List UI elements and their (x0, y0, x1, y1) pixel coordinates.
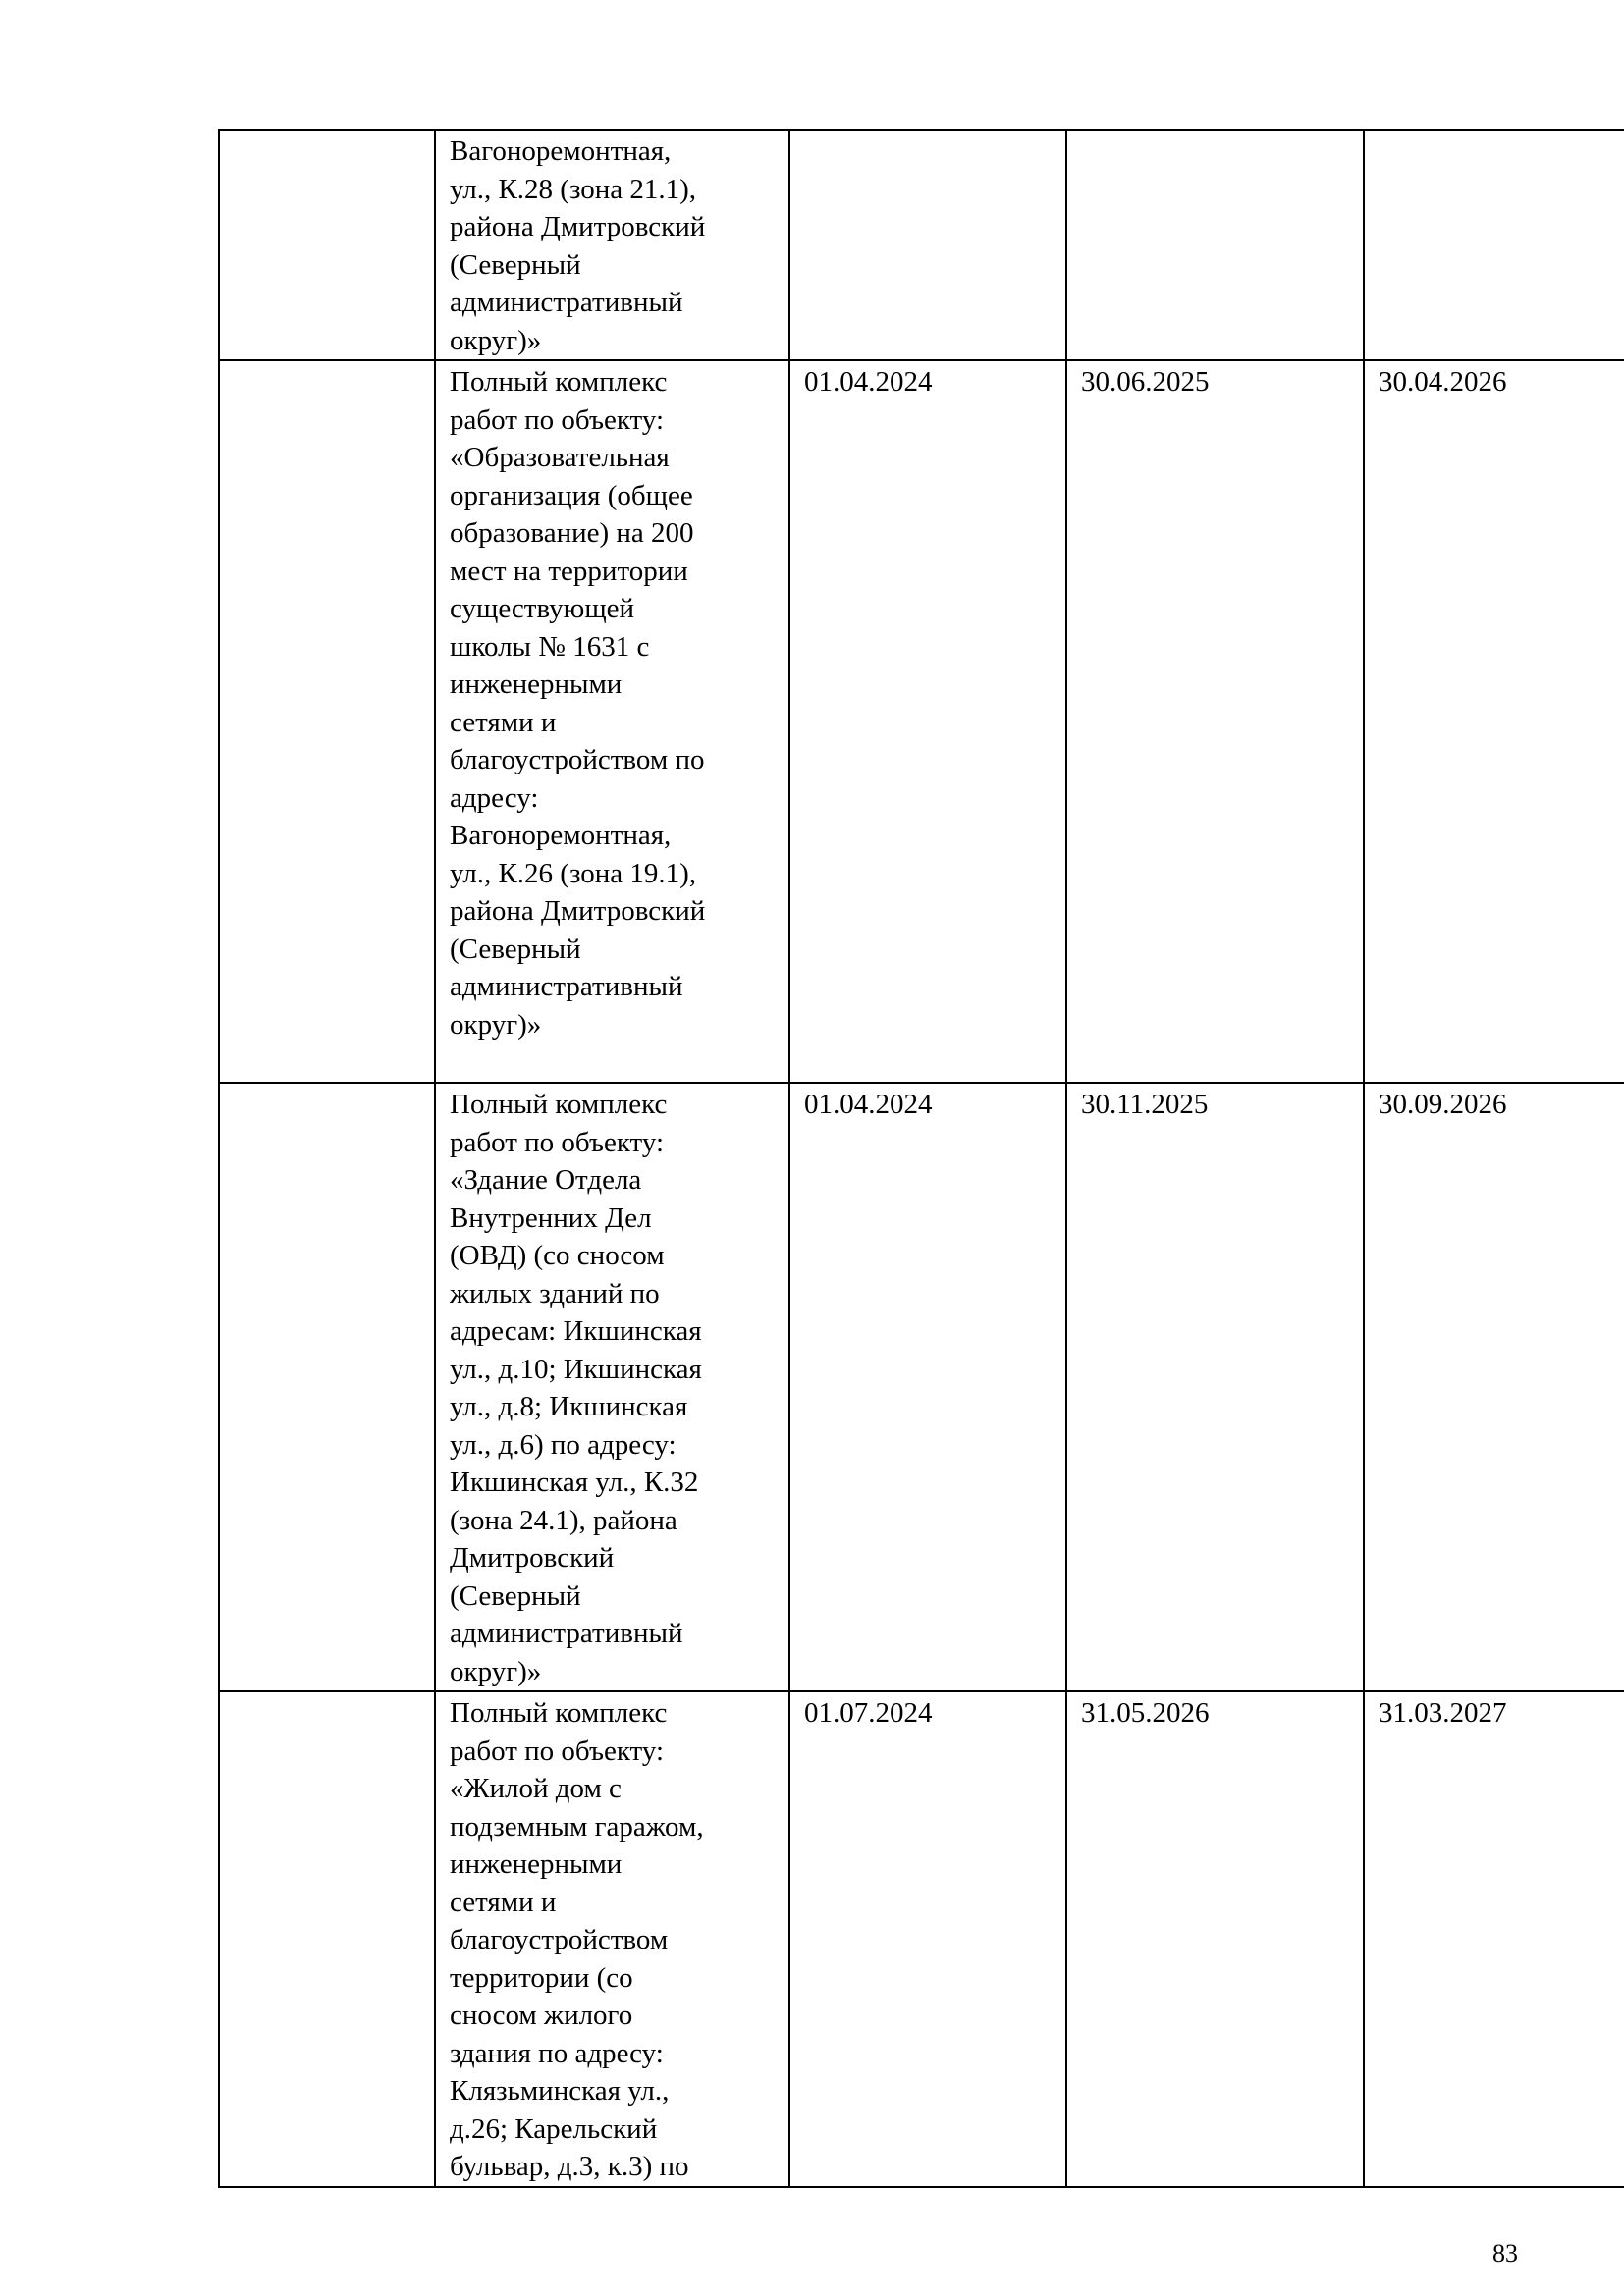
start-date-cell (789, 130, 1066, 360)
start-date-cell (789, 1691, 1066, 2187)
end-date-cell (1364, 1083, 1624, 1691)
table-row (219, 1083, 1624, 1691)
schedule-table (218, 129, 1624, 2188)
start-date: 01.07.2024 (804, 1697, 933, 1729)
intermediate-date-cell (1066, 130, 1364, 360)
intermediate-date: 30.06.2025 (1081, 366, 1210, 398)
start-date: 01.04.2024 (804, 366, 933, 398)
object-description-cell (435, 1083, 789, 1691)
start-date (804, 131, 1056, 133)
empty-index-cell (219, 1691, 435, 2187)
empty-index-cell (219, 360, 435, 1083)
start-date-cell (789, 1083, 1066, 1691)
intermediate-date-cell (1066, 1083, 1364, 1691)
end-date: 30.09.2026 (1379, 1089, 1507, 1120)
page-number: 83 (1492, 2239, 1518, 2268)
end-date-cell (1364, 130, 1624, 360)
table-row (219, 130, 1624, 360)
table-row (219, 1691, 1624, 2187)
end-date-cell (1364, 360, 1624, 1083)
empty-index-cell (219, 130, 435, 360)
intermediate-date-cell (1066, 360, 1364, 1083)
object-description: Полный комплекс работ по объекту: «Здание Отдела Внутренних Дел (ОВД) (со сносом жилых зданий по адресам: Икшинская ул., д.10; Икшинская ул., д.8; Икшинская ул., д.6) по адресу: Икшинская ул., К.32 (зона 24.1), района Дмитровский (Северный административный округ)» (450, 1089, 702, 1687)
intermediate-date-cell (1066, 1691, 1364, 2187)
table-row (219, 360, 1624, 1083)
object-description: Вагоноремонтная, ул., К.28 (зона 21.1), района Дмитровский (Северный административный округ)» (450, 135, 706, 356)
end-date: 31.03.2027 (1379, 1697, 1507, 1729)
end-date: 30.04.2026 (1379, 366, 1507, 398)
object-description: Полный комплекс работ по объекту: «Образовательная организация (общее образование) на 200 мест на территории существующей школы № 1631 с инженерными сетями и благоустройством по адресу: Вагоноремонтная, ул., К.26 (зона 19.1), района Дмитровский (Северный административный округ)» (450, 366, 706, 1041)
object-description-cell (435, 360, 789, 1083)
intermediate-date: 31.05.2026 (1081, 1697, 1210, 1729)
empty-index-cell (219, 1083, 435, 1691)
intermediate-date: 30.11.2025 (1081, 1089, 1209, 1120)
start-date: 01.04.2024 (804, 1089, 933, 1120)
object-description: Полный комплекс работ по объекту: «Жилой дом с подземным гаражом, инженерными сетями и благоустройством территории (со сносом жилого здания по адресу: Клязьминская ул., д.26; Карельский бульвар, д.3, к.3) по (450, 1697, 704, 2182)
intermediate-date (1081, 131, 1353, 133)
end-date-cell (1364, 1691, 1624, 2187)
start-date-cell (789, 360, 1066, 1083)
object-description-cell (435, 1691, 789, 2187)
object-description-cell (435, 130, 789, 360)
end-date (1379, 131, 1624, 133)
